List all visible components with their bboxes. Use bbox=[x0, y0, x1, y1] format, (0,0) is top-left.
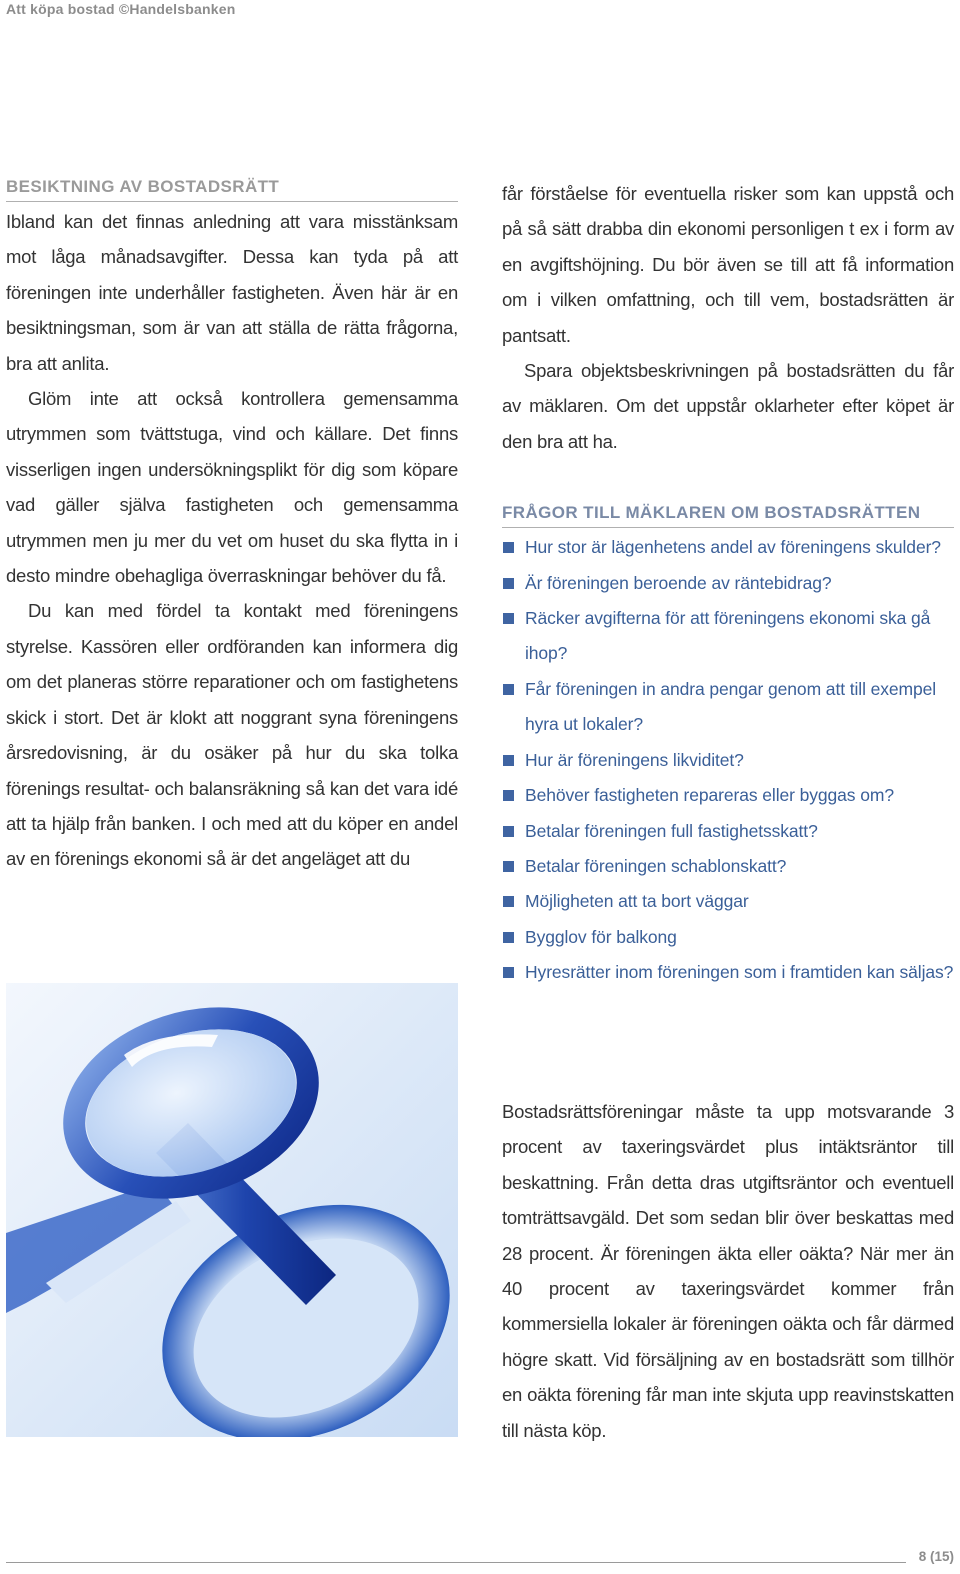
list-item: Betalar föreningen schablonskatt? bbox=[502, 849, 954, 884]
square-bullet-icon bbox=[503, 932, 514, 943]
list-item: Behöver fastigheten repareras eller byggas om? bbox=[502, 778, 954, 813]
list-item: Betalar föreningen full fastighetsskatt? bbox=[502, 814, 954, 849]
paragraph: Spara objektsbeskrivningen på bostadsrätten du får av mäklaren. Om det uppstår oklarheter efter köpet är den bra att ha. bbox=[502, 360, 954, 452]
list-item: Hur är föreningens likviditet? bbox=[502, 743, 954, 778]
square-bullet-icon bbox=[503, 826, 514, 837]
section-heading-fragor: FRÅGOR TILL MÄKLAREN OM BOSTADSRÄTTEN bbox=[502, 502, 954, 528]
list-item: Är föreningen beroende av räntebidrag? bbox=[502, 566, 954, 601]
square-bullet-icon bbox=[503, 755, 514, 766]
magnifying-glass-photo bbox=[6, 983, 458, 1437]
list-item: Hur stor är lägenhetens andel av föreningens skulder? bbox=[502, 530, 954, 565]
square-bullet-icon bbox=[503, 896, 514, 907]
paragraph: Bostadsrättsföreningar måste ta upp motsvarande 3 procent av taxeringsvärdet plus intäktsräntor till beskattning. Från detta dras utgiftsräntor och eventuell tomträttsavgäld. Det som sedan blir över beskattas med 28 procent. Är föreningen äkta eller oäkta? När mer än 40 procent av taxeringsvärdet kommer från kommersiella lokaler är föreningen oäkta och får därmed högre skatt. Vid försäljning av en bostadsrätt som tillhör en oäkta förening får man inte skjuta upp reavinstskatten till nästa köp. bbox=[502, 1101, 954, 1441]
list-item: Räcker avgifterna för att föreningens ekonomi ska gå ihop? bbox=[502, 601, 954, 672]
square-bullet-icon bbox=[503, 861, 514, 872]
paragraph: Ibland kan det finnas anledning att vara misstänksam mot låga månadsavgifter. Dessa kan tyda på att föreningen inte underhåller fastigheten. Även här är en besiktningsman, som är van att ställa de rätta frågorna, bra att anlita. bbox=[6, 211, 458, 374]
paragraph: Glöm inte att också kontrollera gemensamma utrymmen som tvättstuga, vind och källare. Det finns visserligen ingen undersökningsplikt för dig som köpare vad gäller själva fastigheten och gemensamma utrymmen men ju mer du vet om huset du ska flytta in i desto mindre obehagliga överraskningar behöver du få. bbox=[6, 388, 458, 587]
square-bullet-icon bbox=[503, 684, 514, 695]
square-bullet-icon bbox=[503, 790, 514, 801]
tax-info-section bbox=[502, 1094, 954, 1448]
question-list bbox=[502, 530, 954, 990]
right-column bbox=[502, 176, 954, 991]
running-header: Att köpa bostad ©Handelsbanken bbox=[6, 1, 236, 17]
square-bullet-icon bbox=[503, 967, 514, 978]
list-item: Möjligheten att ta bort väggar bbox=[502, 884, 954, 919]
section-heading-besiktning: BESIKTNING AV BOSTADSRÄTT bbox=[6, 176, 458, 202]
list-item: Får föreningen in andra pengar genom att till exempel hyra ut lokaler? bbox=[502, 672, 954, 743]
list-item: Bygglov för balkong bbox=[502, 920, 954, 955]
page-number: 8 (15) bbox=[918, 1549, 954, 1564]
list-item: Hyresrätter inom föreningen som i framtiden kan säljas? bbox=[502, 955, 954, 990]
paragraph: får förståelse för eventuella risker som kan uppstå och på så sätt drabba din ekonomi personligen t ex i form av en avgiftshöjning. Du bör även se till att få information om i vilken omfattning, och till vem, bostadsrätten är pantsatt. bbox=[502, 183, 954, 346]
square-bullet-icon bbox=[503, 613, 514, 624]
square-bullet-icon bbox=[503, 542, 514, 553]
paragraph: Du kan med fördel ta kontakt med föreningens styrelse. Kassören eller ordföranden kan informera dig om det planeras större reparationer och om fastighetens skick i stort. Det är klokt att noggrant syna föreningens årsredovisning, är du osäker på hur du ska tolka förenings resultat- och balansräkning så kan det vara idé att ta hjälp från banken. I och med att du köper en andel av en förenings ekonomi så är det angeläget att du bbox=[6, 600, 458, 870]
footer-divider bbox=[6, 1562, 906, 1563]
square-bullet-icon bbox=[503, 578, 514, 589]
left-column bbox=[6, 176, 458, 877]
